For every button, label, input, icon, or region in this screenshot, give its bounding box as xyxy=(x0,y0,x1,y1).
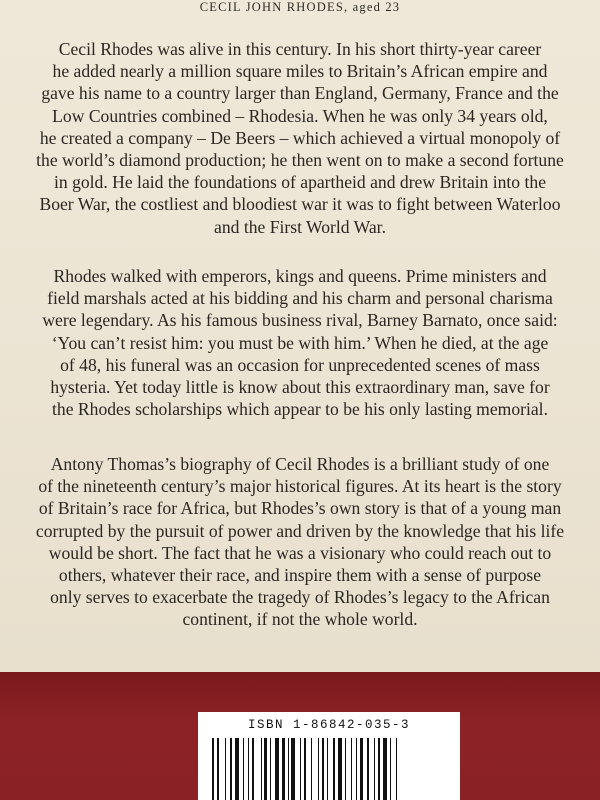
blurb-line: the Rhodes scholarships which appear to be his only lasting memorial. xyxy=(52,399,548,420)
blurb-line: Antony Thomas’s biography of Cecil Rhodes is a brilliant study of one xyxy=(50,454,550,474)
barcode-stripe xyxy=(243,738,244,800)
blurb-line: he added nearly a million square miles to Britain’s African empire and xyxy=(52,61,548,82)
blurb-paragraph-1 xyxy=(8,38,592,238)
barcode-stripe xyxy=(235,738,239,800)
barcode-stripe xyxy=(338,738,342,800)
blurb-line: in gold. He laid the foundations of apartheid and drew Britain into the xyxy=(53,172,546,193)
barcode-stripe xyxy=(230,738,232,800)
blurb-line: of the nineteenth century’s major historical figures. At its heart is the story xyxy=(38,476,562,497)
blurb-line: only serves to exacerbate the tragedy of Rhodes’s legacy to the African xyxy=(50,587,550,608)
barcode-stripe xyxy=(360,738,364,800)
blurb-line: Rhodes walked with emperors, kings and queens. Prime ministers and xyxy=(53,266,547,286)
barcode-stripe xyxy=(356,738,357,800)
barcode-stripe xyxy=(390,738,391,800)
barcode-stripe xyxy=(378,738,380,800)
photo-caption: CECIL JOHN RHODES, aged 23 xyxy=(199,0,401,14)
blurb-line: hysteria. Yet today little is know about this extraordinary man, save for xyxy=(50,377,550,398)
blurb-line: would be short. The fact that he was a visionary who could reach out to xyxy=(48,542,552,563)
barcode-stripe xyxy=(304,738,306,800)
isbn-number: ISBN 1-86842-035-3 xyxy=(247,718,411,732)
barcode-stripe xyxy=(261,738,262,800)
blurb-line: Low Countries combined – Rhodesia. When he was only 34 years old, xyxy=(52,105,548,126)
barcode-stripe xyxy=(300,738,301,800)
blurb-line: of 48, his funeral was an occasion for unprecedented scenes of mass xyxy=(60,354,540,375)
blurb-line: ‘You can’t resist him: you must be with him.’ When he died, at the age xyxy=(51,332,549,353)
barcode-stripe xyxy=(225,738,226,800)
blurb-line: Boer War, the costliest and bloodiest war it was to fight between Waterloo xyxy=(39,194,561,215)
barcode-stripe xyxy=(248,738,249,800)
blurb-line: he created a company – De Beers – which achieved a virtual monopoly of xyxy=(39,127,561,148)
blurb-line: and the First World War. xyxy=(214,216,386,237)
barcode-stripe xyxy=(396,738,397,800)
barcode-stripe xyxy=(252,738,254,800)
barcode-stripe xyxy=(318,738,319,800)
blurb-line: others, whatever their race, and inspire them with a sense of purpose xyxy=(58,565,542,586)
blurb-paragraph-2 xyxy=(8,265,592,420)
barcode-stripe xyxy=(322,738,324,800)
blurb-line: Cecil Rhodes was alive in this century. In his short thirty-year career xyxy=(58,39,542,59)
barcode-stripe xyxy=(383,738,387,800)
barcode-stripe xyxy=(374,738,375,800)
barcode-stripe xyxy=(275,738,279,800)
barcode-stripe xyxy=(270,738,271,800)
blurb-line: were legendary. As his famous business rival, Barney Barnato, once said: xyxy=(42,310,558,331)
barcode-stripe xyxy=(345,738,346,800)
barcode-bars xyxy=(212,738,448,800)
barcode-stripe xyxy=(311,738,312,800)
blurb-paragraph-3 xyxy=(8,453,592,631)
barcode-stripe xyxy=(351,738,352,800)
blurb-line: gave his name to a country larger than England, Germany, France and the xyxy=(41,83,559,104)
barcode-stripe xyxy=(367,738,369,800)
barcode-stripe xyxy=(333,738,335,800)
barcode-stripe xyxy=(264,738,266,800)
barcode-stripe xyxy=(288,738,289,800)
blurb-line: the world’s diamond production; he then went on to make a second fortune xyxy=(36,150,564,171)
barcode-stripe xyxy=(217,738,218,800)
blurb-line: continent, if not the whole world. xyxy=(182,609,418,630)
blurb-line: of Britain’s race for Africa, but Rhodes’s own story is that of a young man xyxy=(38,498,562,519)
barcode-label xyxy=(198,712,460,800)
barcode-stripe xyxy=(282,738,284,800)
barcode-stripe xyxy=(291,738,295,800)
blurb-line: field marshals acted at his bidding and his charm and personal charisma xyxy=(47,288,553,309)
barcode-stripe xyxy=(327,738,328,800)
blurb-line: corrupted by the pursuit of power and driven by the knowledge that his life xyxy=(35,520,565,541)
barcode-stripe xyxy=(212,738,214,800)
